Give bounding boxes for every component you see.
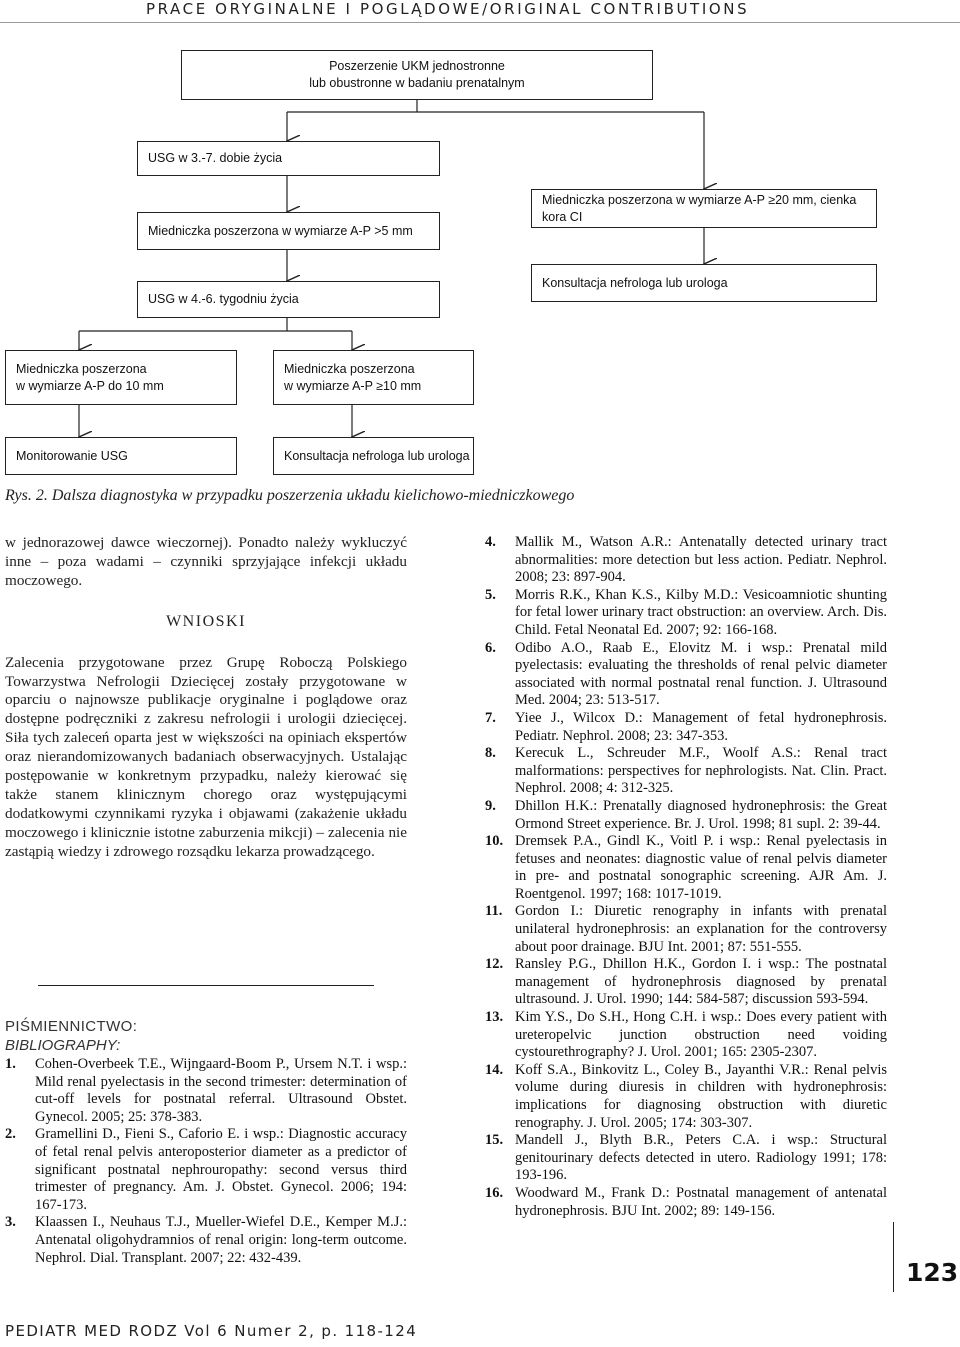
section-divider <box>38 985 374 986</box>
reference-number: 14. <box>485 1061 504 1078</box>
bibliography-title: PIŚMIENNICTWO: <box>5 1018 138 1035</box>
reference-item <box>485 956 887 1009</box>
reference-item <box>485 1132 887 1185</box>
figure-caption: Rys. 2. Dalsza diagnostyka w przypadku poszerzenia układu kielichowo-miedniczkowego <box>5 487 575 504</box>
reference-number: 2. <box>5 1126 16 1143</box>
reference-number: 4. <box>485 534 496 550</box>
usg-day-3-7-box <box>137 141 440 176</box>
reference-item <box>485 833 887 903</box>
bibliography-subtitle: BIBLIOGRAPHY: <box>5 1037 121 1054</box>
dilation-up-to-10mm-box <box>5 350 237 405</box>
reference-text: Kim Y.S., Do S.H., Hong C.H. i wsp.: Does every patient with ureteropelvic junction obstruction need voiding cystourethrography? J. Urol. 2001; 165: 2305-2307. <box>515 1009 887 1061</box>
dilation-over-20mm-text: Miedniczka poszerzona w wymiarze A-P ≥20 mm, cienka kora CI <box>542 192 857 224</box>
left-column <box>5 534 407 862</box>
page-number: 123 <box>906 1258 959 1287</box>
prenatal-dilation-text: Poszerzenie UKM jednostronne lub obustronne w badaniu prenatalnym <box>309 59 525 90</box>
monitoring-box <box>5 437 237 475</box>
header-rule <box>0 22 960 23</box>
reference-text: Ransley P.G., Dhillon H.K., Gordon I. i wsp.: The postnatal management of hydronephrosis diagnosed by prenatal ultrasound. J. Urol. 1990; 144: 584-587; discussion 593-594. <box>515 956 887 1008</box>
dilation-over-20mm-box <box>531 189 877 228</box>
reference-number: 12. <box>485 956 504 973</box>
reference-item <box>485 903 887 956</box>
reference-number: 9. <box>485 797 496 814</box>
reference-item <box>485 1009 887 1062</box>
usg-week-4-6-box <box>137 281 440 318</box>
reference-item <box>5 1056 407 1126</box>
consult-bottom-text: Konsultacja nefrologa lub urologa <box>284 448 470 463</box>
usg-week-4-6-text: USG w 4.-6. tygodniu życia <box>148 292 299 306</box>
usg-day-3-7-text: USG w 3.-7. dobie życia <box>148 151 283 165</box>
paragraph-continuation: w jednorazowej dawce wieczornej). Ponadto należy wykluczyć inne – poza wadami – czynniki sprzyjające infekcji układu moczowego. <box>5 534 407 589</box>
reference-number: 6. <box>485 639 496 656</box>
reference-text: Kerecuk L., Schreuder M.F., Woolf A.S.: Renal tract malformations: perspectives for nephrologists. Nat. Clin. Pract. Nephrol. 2008; 4: 312-325. <box>515 745 887 797</box>
reference-number: 5. <box>485 586 496 603</box>
paragraph-conclusions: Zalecenia przygotowane przez Grupę Roboczą Polskiego Towarzystwa Nefrologii Dziecięcej zostały przygotowane w oparciu o najnowsze publikacje oryginalne i poglądowe oraz dostępne podręczniki z zakresu nefrologii i urologii dziecięcej. Siła tych zaleceń oparta jest w większości na opiniach ekspertów oraz nierandomizowanych badaniach obserwacyjnych. Ustalając postępowanie w konkretnym przypadku, należy kierować się także stanem klinicznym chorego oraz występującymi dodatkowymi czynnikami ryzyka i objawami (zakażenie układu moczowego i klinicznie istotne zaburzenia mikcji) – zalecenia nie zastąpią wiedzy i zdrowego rozsądku lekarza prowadzącego. <box>5 653 407 860</box>
reference-text: Dhillon H.K.: Prenatally diagnosed hydronephrosis: the Great Ormond Street experience. Br. J. Urol. 1998; 81 supl. 2: 39-44. <box>515 797 887 832</box>
reference-number: 13. <box>485 1009 504 1026</box>
prenatal-dilation-box <box>181 50 653 100</box>
reference-text: Odibo A.O., Raab E., Elovitz M. i wsp.: Prenatal mild pyelectasis: evaluating the thresholds of renal pelvic diameter associated with normal postnatal renal function. J. Ultrasound Med. 2004; 23: 513-517. <box>515 639 887 709</box>
dilation-ge-10mm-box <box>273 350 474 405</box>
reference-number: 10. <box>485 833 504 850</box>
consult-top-text: Konsultacja nefrologa lub urologa <box>542 275 728 290</box>
reference-text: Dremsek P.A., Gindl K., Voitl P. i wsp.: Renal pyelectasis in fetuses and neonates: diagnostic value of renal pelvis diameter in pre- and postnatal sonographic screening. AJR Am. J. Roentgenol. 1997; 168: 1017-1019. <box>515 833 887 902</box>
section-title-conclusions: WNIOSKI <box>166 612 246 630</box>
reference-item <box>485 798 887 833</box>
reference-number: 3. <box>5 1214 16 1231</box>
reference-item <box>485 745 887 798</box>
page-number-rule <box>893 1222 894 1292</box>
reference-item <box>485 1185 887 1220</box>
reference-item <box>485 1062 887 1132</box>
reference-number: 11. <box>485 903 503 920</box>
reference-text: Woodward M., Frank D.: Postnatal management of antenatal hydronephrosis. BJU Int. 2002; 89: 149-156. <box>515 1184 887 1219</box>
reference-item <box>485 640 887 710</box>
reference-item <box>5 1126 407 1214</box>
reference-text: Cohen-Overbeek T.E., Wijngaard-Boom P., Ursem N.T. i wsp.: Mild renal pyelectasis in the second trimester: determination of cut-off levels for postnatal referral. Ultrasound Obstet. Gynecol. 2005; 25: 378-383. <box>35 1056 407 1125</box>
reference-text: Mandell J., Blyth B.R., Peters C.A. i wsp.: Structural genitourinary defects detected in utero. Radiology 1991; 178: 193-196. <box>515 1132 887 1184</box>
running-footer: PEDIATR MED RODZ Vol 6 Numer 2, p. 118-124 <box>5 1322 418 1340</box>
reference-item <box>485 710 887 745</box>
reference-text: Morris R.K., Khan K.S., Kilby M.D.: Vesicoamniotic shunting for fetal lower urinary tract obstruction: an overview. Arch. Dis. Child. Fetal Neonatal Ed. 2007; 92: 166-168. <box>515 586 887 638</box>
running-header: PRACE ORYGINALNE I POGLĄDOWE/ORIGINAL CONTRIBUTIONS <box>146 0 750 18</box>
references-left <box>5 1056 407 1267</box>
reference-text: Yiee J., Wilcox D.: Management of fetal hydronephrosis. Pediatr. Nephrol. 2008; 23: 347-353. <box>515 709 887 744</box>
reference-number: 1. <box>5 1056 16 1072</box>
monitoring-text: Monitorowanie USG <box>16 448 128 463</box>
reference-number: 16. <box>485 1184 504 1201</box>
dilation-up-to-10mm-text: Miedniczka poszerzona w wymiarze A-P do 10 mm <box>16 361 164 393</box>
reference-text: Koff S.A., Binkovitz L., Coley B., Jayanthi V.R.: Renal pelvis volume during diuresis in children with hydronephrosis: implications for diagnosing obstruction with diuretic renography. J. Urol. 2005; 174: 303-307. <box>515 1061 887 1131</box>
consult-bottom-box <box>273 437 474 475</box>
reference-text: Gramellini D., Fieni S., Caforio E. i wsp.: Diagnostic accuracy of fetal renal pelvis anteroposterior diameter as a predictor of significant postnatal nephrouropathy: second versus third trimester of pregnancy. Am. J. Obstet. Gynecol. 2006; 194: 167-173. <box>35 1126 407 1213</box>
reference-number: 8. <box>485 745 496 762</box>
reference-number: 7. <box>485 709 496 726</box>
dilation-over-5mm-box <box>137 212 440 250</box>
reference-item <box>485 587 887 640</box>
references-right <box>485 534 887 1220</box>
reference-text: Gordon I.: Diuretic renography in infants with prenatal unilateral hydronephrosis: an explanation for the controversy about poor drainage. BJU Int. 2001; 87: 551-555. <box>515 903 887 955</box>
reference-item <box>485 534 887 587</box>
reference-text: Klaassen I., Neuhaus T.J., Mueller-Wiefel D.E., Kemper M.J.: Antenatal oligohydramnios of renal origin: long-term outcome. Nephrol. Dial. Transplant. 2007; 22: 432-439. <box>35 1214 407 1266</box>
reference-number: 15. <box>485 1132 504 1149</box>
dilation-over-5mm-text: Miedniczka poszerzona w wymiarze A-P >5 mm <box>148 223 413 238</box>
reference-item <box>5 1214 407 1267</box>
dilation-ge-10mm-text: Miedniczka poszerzona w wymiarze A-P ≥10 mm <box>284 361 422 393</box>
consult-top-box <box>531 264 877 302</box>
reference-text: Mallik M., Watson A.R.: Antenatally detected urinary tract abnormalities: more detection but less action. Pediatr. Nephrol. 2008; 23: 897-904. <box>515 534 887 586</box>
